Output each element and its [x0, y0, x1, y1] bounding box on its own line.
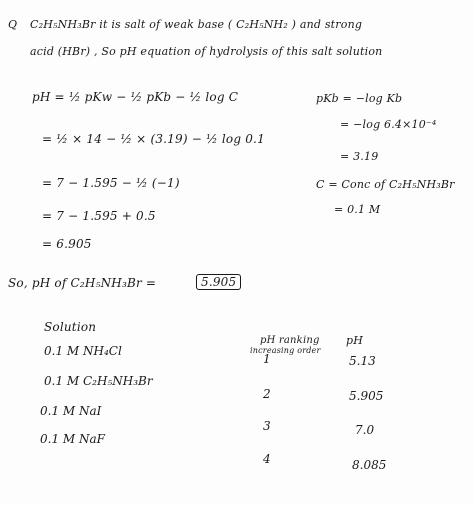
table-row-2-solution: 0.1 M C₂H₅NH₃Br	[44, 374, 153, 388]
table-row-3-rank: 3	[263, 419, 271, 433]
table-row-2-ph: 5.905	[349, 389, 384, 403]
side-calc-line-4: C = Conc of C₂H₅NH₃Br	[316, 178, 455, 191]
table-row-4-ph: 8.085	[352, 458, 387, 472]
table-row-1-ph: 5.13	[349, 354, 376, 368]
side-calc-line-1: pKb = −log Kb	[316, 92, 403, 105]
table-row-3-solution: 0.1 M NaI	[40, 404, 102, 418]
table-heading-rank-1: pH ranking	[260, 335, 320, 346]
question-marker: Q	[8, 18, 18, 31]
side-calc-line-3: = 3.19	[340, 150, 379, 163]
table-row-4-solution: 0.1 M NaF	[40, 432, 105, 446]
table-row-1-solution: 0.1 M NH₄Cl	[44, 344, 122, 358]
table-heading-ph: pH	[346, 334, 364, 347]
side-calc-line-5: = 0.1 M	[334, 203, 381, 216]
equation-line-3: = 7 − 1.595 − ½ (−1)	[42, 176, 180, 190]
equation-line-1: pH = ½ pKw − ½ pKb − ½ log C	[32, 90, 239, 104]
table-heading-solution: Solution	[44, 320, 97, 334]
question-line-1: C₂H₅NH₃Br it is salt of weak base ( C₂H₅NH₂ ) and strong	[30, 18, 363, 31]
conclusion-prefix: So, pH of C₂H₅NH₃Br =	[8, 276, 157, 290]
equation-line-4: = 7 − 1.595 + 0.5	[42, 209, 156, 223]
equation-line-2: = ½ × 14 − ½ × (3.19) − ½ log 0.1	[42, 132, 265, 146]
table-row-1-rank: 1	[263, 352, 271, 366]
question-line-2: acid (HBr) , So pH equation of hydrolysis of this salt solution	[30, 45, 383, 58]
table-row-4-rank: 4	[263, 452, 271, 466]
equation-line-5: = 6.905	[42, 237, 92, 251]
final-answer-box: 5.905	[196, 274, 241, 290]
table-heading-rank-2: increasing order	[250, 346, 321, 355]
side-calc-line-2: = −log 6.4×10⁻⁴	[340, 118, 437, 131]
table-row-2-rank: 2	[263, 387, 271, 401]
table-row-3-ph: 7.0	[355, 423, 375, 437]
